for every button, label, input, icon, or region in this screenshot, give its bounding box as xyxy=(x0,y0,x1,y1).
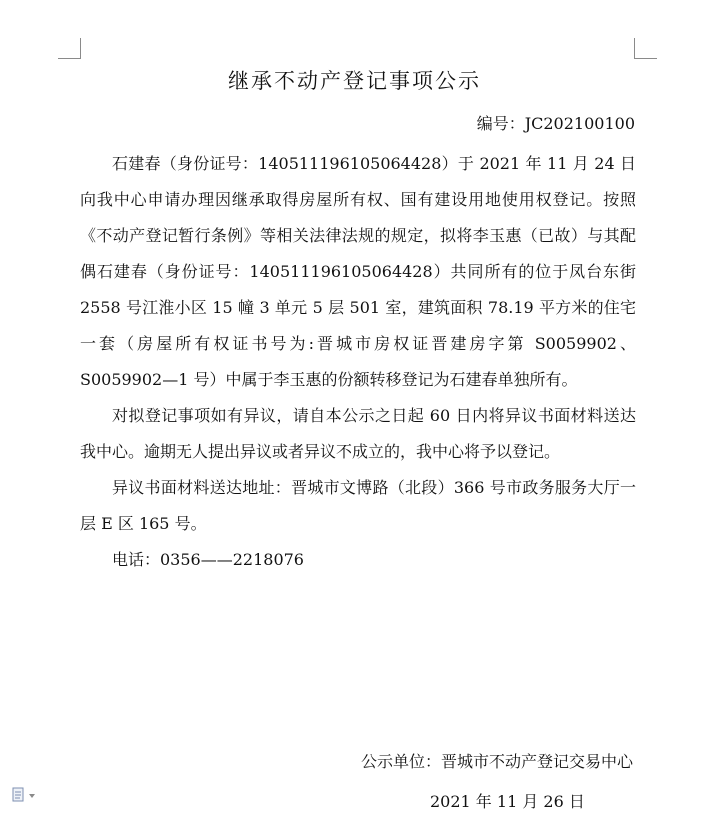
signature-unit: 公示单位：晋城市不动产登记交易中心 xyxy=(360,752,633,771)
top-right-margin-mark xyxy=(634,38,657,59)
document-title: 继承不动产登记事项公示 xyxy=(228,69,481,93)
paragraph-address: 异议书面材料送达地址：晋城市文博路（北段）366 号市政务服务大厅一层 E 区 165 号。 xyxy=(80,478,636,533)
document-options-icon[interactable] xyxy=(12,787,42,803)
paragraph-application: 石建春（身份证号：140511196105064428）于 2021 年 11 月 24 日向我中心申请办理因继承取得房屋所有权、国有建设用地使用权登记。按照《不动产登记暂行条例》等相关法律法规的规定，拟将李玉惠（已故）与其配偶石建春（身份证号：140511196105064428）共同所有的位于凤台东街 2558 号江淮小区 15 幢 3 单元 5 层 501 室，建筑面积 78.19 平方米的住宅一套（房屋所有权证书号为:晋城市房权证晋建房字第 S0059902、S0059902—1 号）中属于李玉惠的份额转移登记为石建春单独所有。 xyxy=(80,154,636,389)
paragraph-phone: 电话：0356——2218076 xyxy=(112,550,304,569)
top-left-margin-mark xyxy=(58,38,81,59)
signature-date: 2021 年 11 月 26 日 xyxy=(430,792,585,811)
paragraph-objection: 对拟登记事项如有异议，请自本公示之日起 60 日内将异议书面材料送达我中心。逾期无人提出异议或者异议不成立的，我中心将予以登记。 xyxy=(80,406,636,461)
document-body xyxy=(80,146,636,578)
document-number: 编号：JC202100100 xyxy=(476,114,635,133)
